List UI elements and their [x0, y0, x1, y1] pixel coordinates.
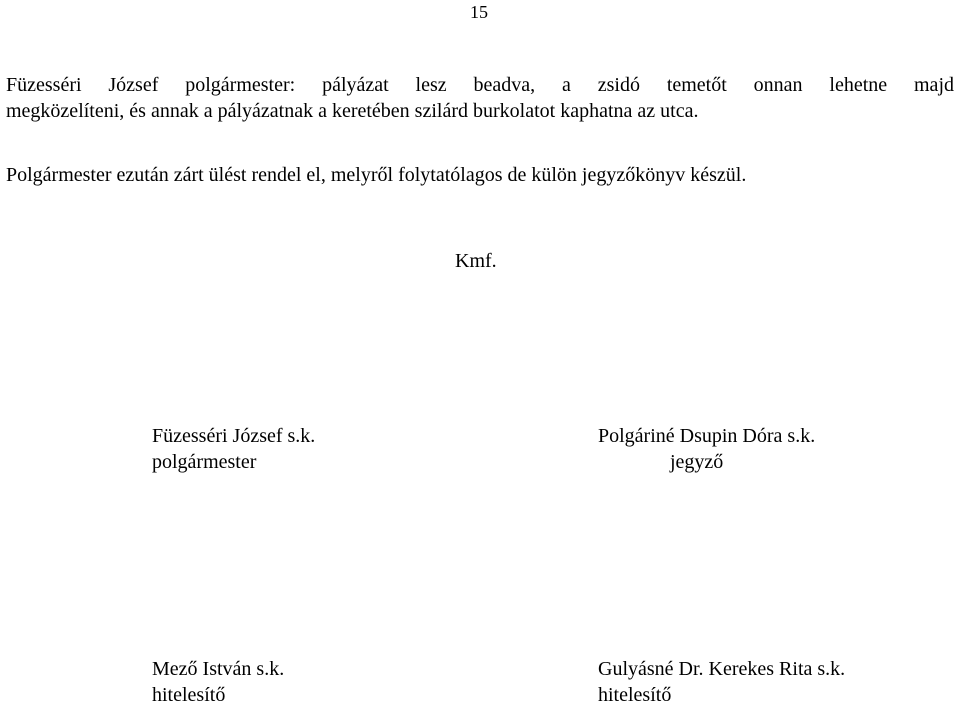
- signature-name: Füzesséri József s.k.: [152, 425, 316, 447]
- signature-name: Gulyásné Dr. Kerekes Rita s.k.: [598, 658, 846, 680]
- signature-mayor: [152, 423, 315, 475]
- signature-name: Polgáriné Dsupin Dóra s.k.: [598, 425, 816, 447]
- paragraph-line: megközelíteni, és annak a pályázatnak a keretében szilárd burkolatot kaphatna az utca.: [6, 100, 699, 122]
- signature-authenticator-1: [152, 656, 284, 708]
- page-number: 15: [470, 2, 488, 22]
- paragraph-mayor-statement: [6, 72, 954, 124]
- signature-role: jegyző: [670, 451, 724, 473]
- signature-authenticator-2: [598, 656, 845, 708]
- closing-kmf: Kmf.: [455, 250, 497, 272]
- signature-notary: [598, 423, 815, 475]
- signature-name: Mező István s.k.: [152, 658, 285, 680]
- paragraph-line: Füzesséri József polgármester: pályázat lesz beadva, a zsidó temetőt onnan lehetne majd: [6, 74, 954, 96]
- signature-role: polgármester: [152, 451, 257, 473]
- signature-role: hitelesítő: [598, 684, 672, 706]
- paragraph-closed-session: Polgármester ezután zárt ülést rendel el, melyről folytatólagos de külön jegyzőkönyv készül.: [6, 164, 747, 186]
- signature-role: hitelesítő: [152, 684, 226, 706]
